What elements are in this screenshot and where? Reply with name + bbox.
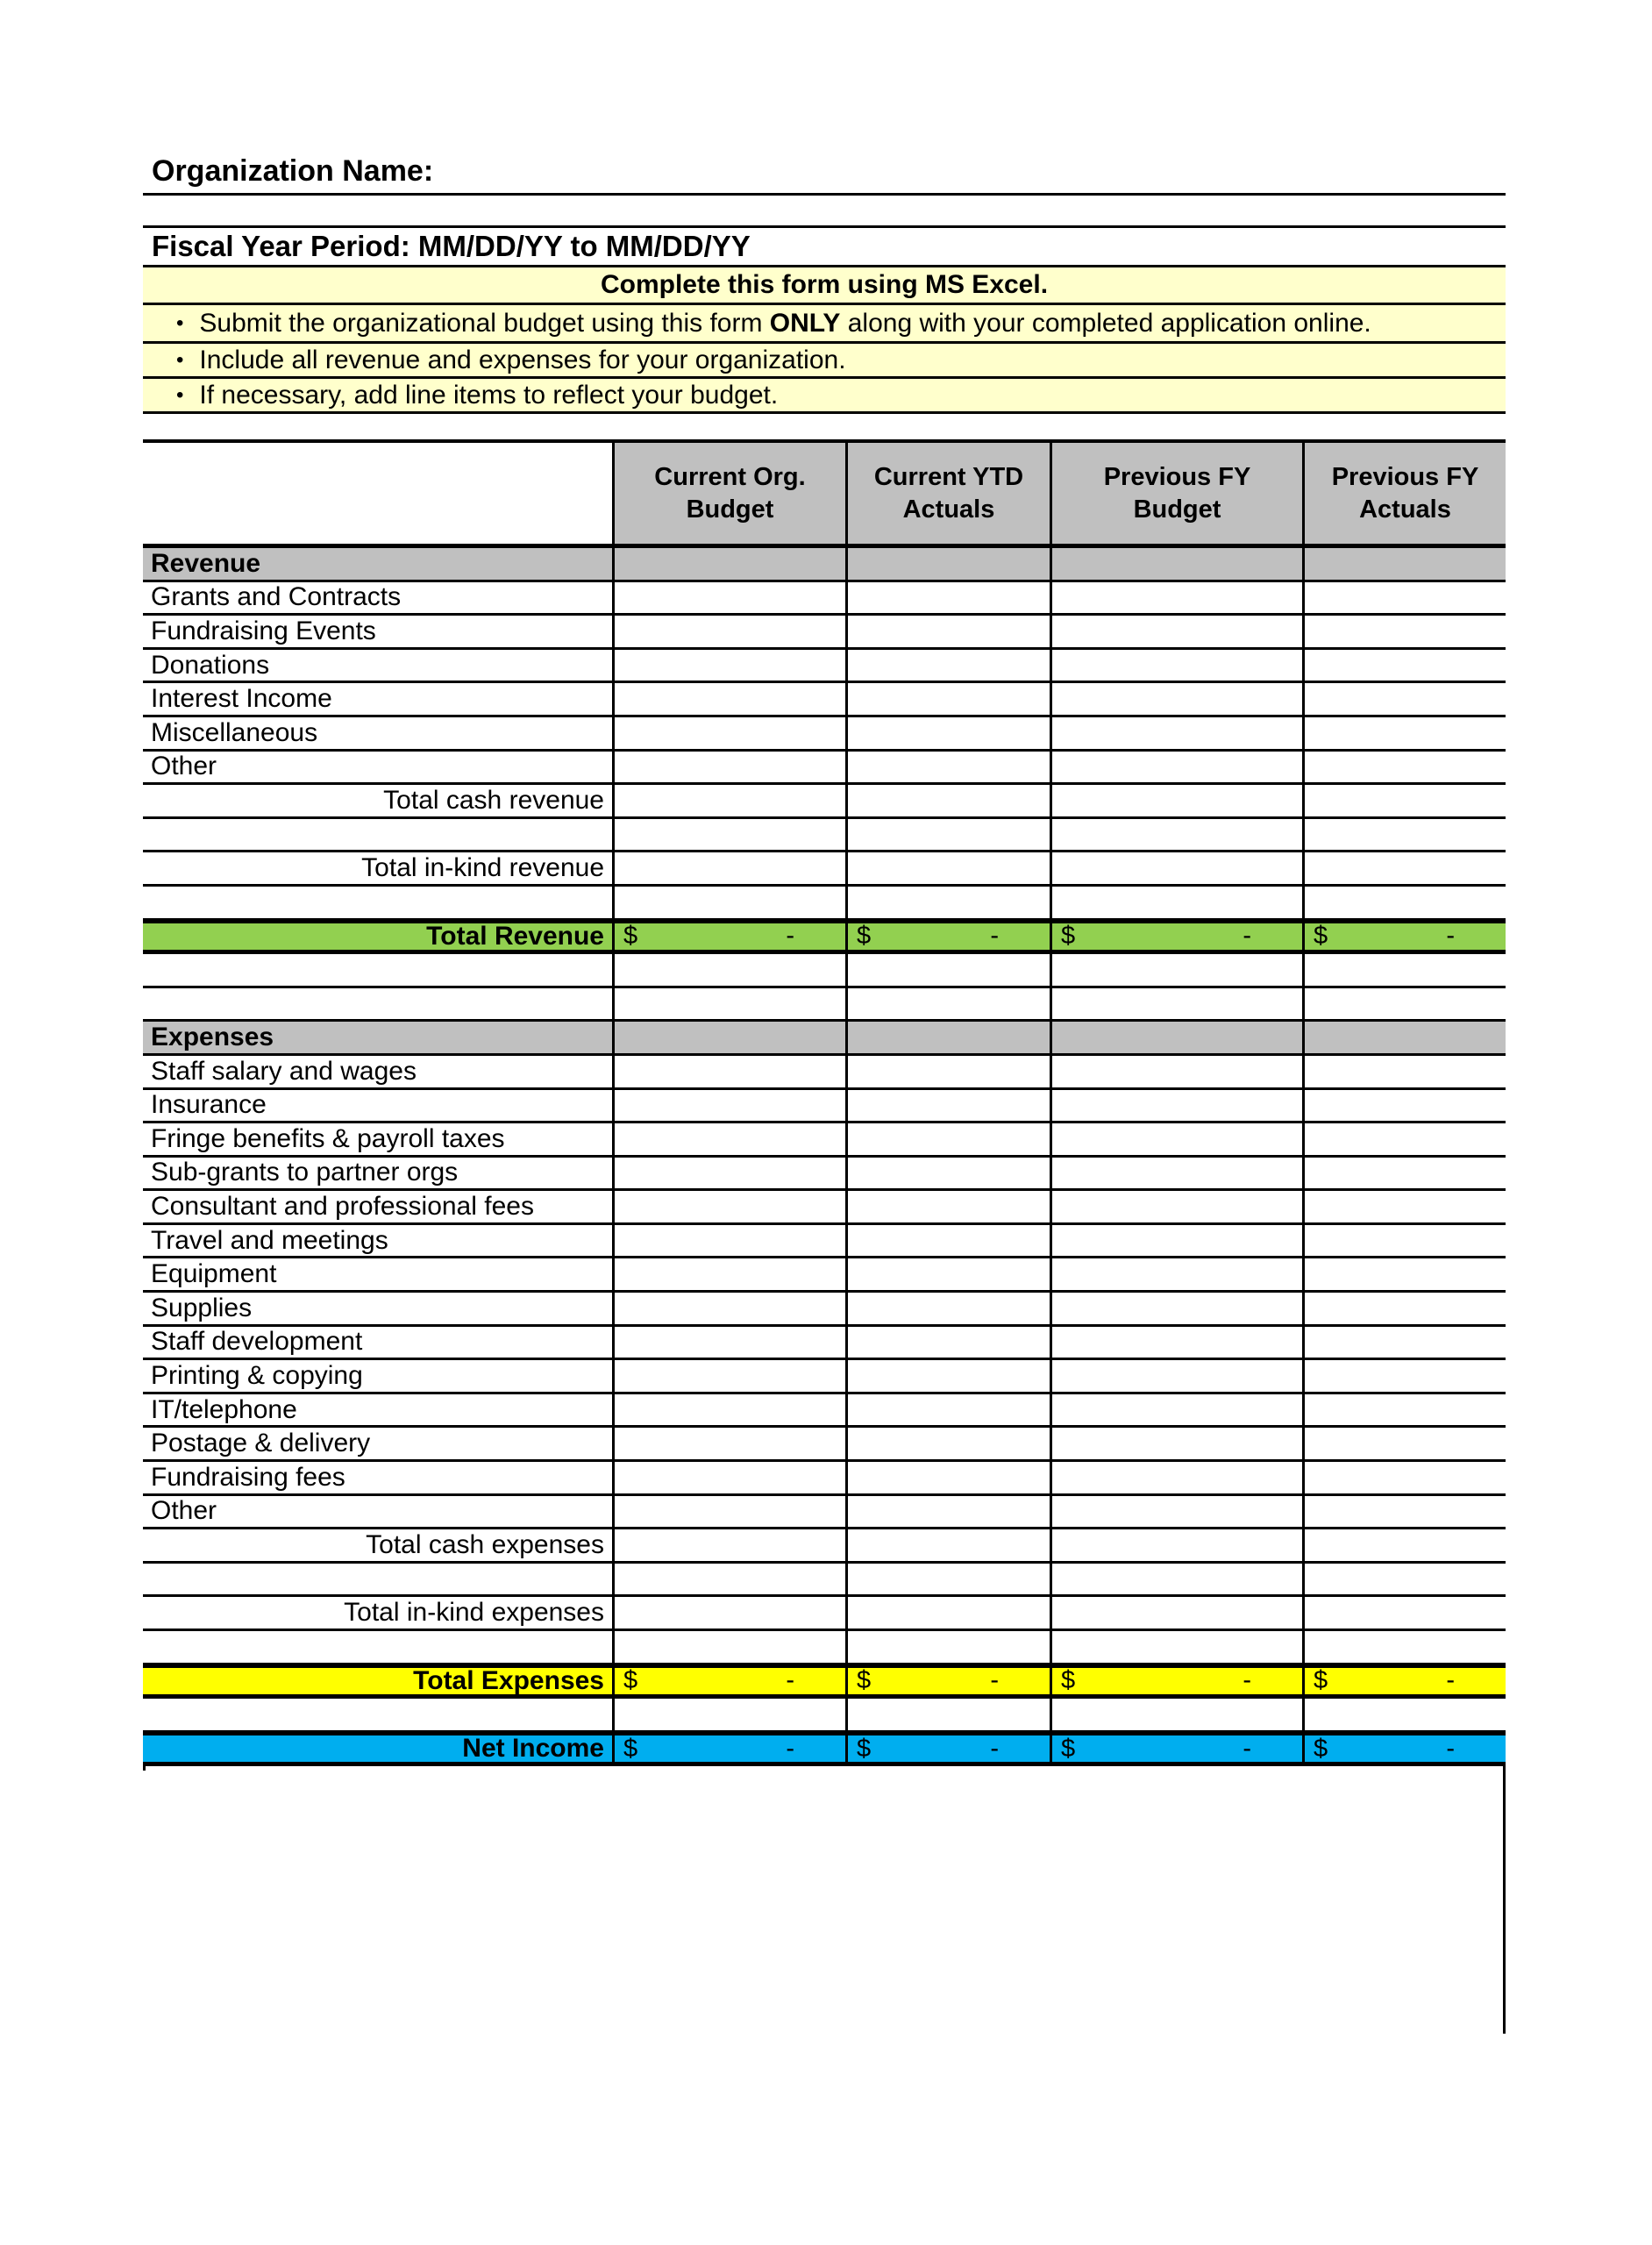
cell-current-org-budget — [615, 1123, 848, 1155]
cell-current-ytd-actuals — [848, 1564, 1052, 1595]
row-label: Fringe benefits & payroll taxes — [143, 1123, 615, 1155]
line-item-row — [143, 1158, 1506, 1192]
line-item-row — [143, 650, 1506, 684]
cell-current-ytd-actuals — [848, 785, 1052, 816]
cell-current-ytd-actuals — [848, 819, 1052, 851]
cell-current-ytd-actuals — [848, 988, 1052, 1020]
cell-current-org-budget — [615, 1258, 848, 1290]
cell-previous-fy-actuals — [1305, 923, 1506, 951]
bullet-icon: • — [176, 347, 184, 372]
table-header-row — [143, 443, 1506, 548]
row-label — [143, 887, 615, 918]
cell-current-org-budget — [615, 1225, 848, 1257]
amount-value: - — [786, 923, 794, 951]
cell-current-ytd-actuals — [848, 1022, 1052, 1053]
header-cell-current-ytd-actuals: Current YTD Actuals — [848, 443, 1052, 544]
cell-current-ytd-actuals — [848, 548, 1052, 580]
budget-table — [143, 443, 1506, 1766]
cell-current-org-budget — [615, 887, 848, 918]
subtotal-row — [143, 1597, 1506, 1631]
subtotal-row — [143, 785, 1506, 819]
cell-previous-fy-budget — [1052, 683, 1305, 715]
cell-previous-fy-actuals — [1305, 1327, 1506, 1358]
cell-previous-fy-actuals — [1305, 785, 1506, 816]
cell-current-org-budget — [615, 1056, 848, 1087]
cell-previous-fy-budget — [1052, 1394, 1305, 1426]
cell-current-ytd-actuals — [848, 954, 1052, 986]
line-item-row — [143, 1293, 1506, 1327]
row-label: Total Revenue — [143, 923, 615, 951]
cell-current-ytd-actuals — [848, 852, 1052, 884]
cell-previous-fy-budget — [1052, 1056, 1305, 1087]
cell-current-ytd-actuals — [848, 923, 1052, 951]
cell-previous-fy-actuals — [1305, 1597, 1506, 1629]
line-item-row — [143, 1225, 1506, 1259]
cell-current-org-budget — [615, 1293, 848, 1324]
row-label: Printing & copying — [143, 1360, 615, 1392]
cell-previous-fy-budget — [1052, 1123, 1305, 1155]
cell-previous-fy-actuals — [1305, 1293, 1506, 1324]
cell-previous-fy-actuals — [1305, 1496, 1506, 1528]
cell-current-org-budget — [615, 1597, 848, 1629]
amount-value: - — [990, 1735, 999, 1763]
cell-previous-fy-actuals — [1305, 1564, 1506, 1595]
cell-previous-fy-budget — [1052, 1258, 1305, 1290]
currency-symbol: $ — [857, 1735, 872, 1763]
cell-current-ytd-actuals — [848, 1735, 1052, 1763]
cell-previous-fy-budget — [1052, 923, 1305, 951]
cell-previous-fy-actuals — [1305, 548, 1506, 580]
subtotal-row — [143, 852, 1506, 887]
row-label: Supplies — [143, 1293, 615, 1324]
cell-current-org-budget — [615, 616, 848, 647]
cell-current-ytd-actuals — [848, 1360, 1052, 1392]
cell-previous-fy-actuals — [1305, 988, 1506, 1020]
currency-symbol: $ — [1314, 1667, 1328, 1695]
cell-current-ytd-actuals — [848, 616, 1052, 647]
cell-previous-fy-actuals — [1305, 1668, 1506, 1695]
row-label: Miscellaneous — [143, 717, 615, 749]
cell-previous-fy-actuals — [1305, 650, 1506, 681]
cell-previous-fy-budget — [1052, 1668, 1305, 1695]
line-item-row — [143, 616, 1506, 650]
header-cell-blank — [143, 443, 615, 544]
row-label — [143, 988, 615, 1020]
empty-row — [143, 196, 1506, 228]
total-row — [143, 921, 1506, 955]
empty-row — [143, 1699, 1506, 1733]
cell-current-ytd-actuals — [848, 1090, 1052, 1122]
line-item-row — [143, 1090, 1506, 1124]
line-item-row — [143, 1056, 1506, 1090]
cell-current-org-budget — [615, 582, 848, 614]
bullet-icon: • — [176, 382, 184, 407]
row-label: Total cash revenue — [143, 785, 615, 816]
cell-previous-fy-budget — [1052, 1158, 1305, 1189]
total-row — [143, 1665, 1506, 1700]
cell-previous-fy-budget — [1052, 650, 1305, 681]
row-label: Net Income — [143, 1735, 615, 1763]
cell-previous-fy-actuals — [1305, 1123, 1506, 1155]
amount-value: - — [990, 1667, 999, 1695]
cell-previous-fy-actuals — [1305, 1158, 1506, 1189]
currency-symbol: $ — [1314, 1735, 1328, 1763]
cell-current-ytd-actuals — [848, 1462, 1052, 1493]
currency-symbol: $ — [857, 923, 872, 951]
cell-previous-fy-budget — [1052, 582, 1305, 614]
cell-previous-fy-actuals — [1305, 954, 1506, 986]
cell-current-ytd-actuals — [848, 1258, 1052, 1290]
cell-previous-fy-actuals — [1305, 1022, 1506, 1053]
cell-previous-fy-actuals — [1305, 1529, 1506, 1561]
cell-current-org-budget — [615, 954, 848, 986]
cell-previous-fy-actuals — [1305, 1735, 1506, 1763]
row-label — [143, 819, 615, 851]
cell-previous-fy-budget — [1052, 1529, 1305, 1561]
cell-current-ytd-actuals — [848, 752, 1052, 783]
cell-current-org-budget — [615, 819, 848, 851]
row-label — [143, 954, 615, 986]
cell-current-ytd-actuals — [848, 1293, 1052, 1324]
cell-current-ytd-actuals — [848, 1699, 1052, 1730]
cell-previous-fy-budget — [1052, 988, 1305, 1020]
row-label: Donations — [143, 650, 615, 681]
cell-current-ytd-actuals — [848, 1394, 1052, 1426]
cell-previous-fy-budget — [1052, 1327, 1305, 1358]
cell-previous-fy-actuals — [1305, 1191, 1506, 1222]
total-row — [143, 1733, 1506, 1767]
cell-current-org-budget — [615, 785, 848, 816]
cell-current-org-budget — [615, 1022, 848, 1053]
cell-current-ytd-actuals — [848, 1631, 1052, 1663]
line-item-row — [143, 752, 1506, 786]
cell-previous-fy-actuals — [1305, 1360, 1506, 1392]
currency-symbol: $ — [1061, 1667, 1076, 1695]
cell-previous-fy-actuals — [1305, 616, 1506, 647]
row-label: Total Expenses — [143, 1668, 615, 1695]
instruction-text: Submit the organizational budget using this form ONLY along with your completed application online. — [199, 308, 1371, 338]
row-label: Consultant and professional fees — [143, 1191, 615, 1222]
org-name-row — [143, 150, 1506, 196]
row-label: Expenses — [143, 1022, 615, 1053]
row-label: Other — [143, 752, 615, 783]
cell-previous-fy-actuals — [1305, 819, 1506, 851]
cell-previous-fy-budget — [1052, 1293, 1305, 1324]
empty-row — [143, 954, 1506, 988]
currency-symbol: $ — [623, 923, 638, 951]
cell-previous-fy-actuals — [1305, 887, 1506, 918]
cell-previous-fy-actuals — [1305, 1699, 1506, 1730]
fiscal-year-row — [143, 228, 1506, 267]
cell-current-ytd-actuals — [848, 887, 1052, 918]
line-item-row — [143, 1428, 1506, 1462]
cell-previous-fy-actuals — [1305, 1090, 1506, 1122]
cell-current-org-budget — [615, 1428, 848, 1459]
instruction-bullet-row — [143, 379, 1506, 414]
cell-previous-fy-budget — [1052, 1631, 1305, 1663]
cell-previous-fy-budget — [1052, 819, 1305, 851]
cell-previous-fy-actuals — [1305, 852, 1506, 884]
line-item-row — [143, 1394, 1506, 1429]
row-label: IT/telephone — [143, 1394, 615, 1426]
cell-current-org-budget — [615, 1496, 848, 1528]
line-item-row — [143, 1496, 1506, 1530]
fiscal-year-label: Fiscal Year Period: MM/DD/YY to MM/DD/YY — [152, 230, 751, 262]
cell-previous-fy-budget — [1052, 616, 1305, 647]
amount-value: - — [1446, 1667, 1455, 1695]
cell-current-org-budget — [615, 1564, 848, 1595]
cell-current-org-budget — [615, 1090, 848, 1122]
instruction-text: If necessary, add line items to reflect your budget. — [199, 380, 779, 410]
instruction-bullet-row — [143, 344, 1506, 379]
cell-previous-fy-budget — [1052, 1022, 1305, 1053]
row-label: Staff salary and wages — [143, 1056, 615, 1087]
line-item-row — [143, 1123, 1506, 1158]
empty-row — [143, 988, 1506, 1023]
cell-previous-fy-actuals — [1305, 1428, 1506, 1459]
cell-previous-fy-budget — [1052, 887, 1305, 918]
currency-symbol: $ — [1061, 923, 1076, 951]
row-label: Sub-grants to partner orgs — [143, 1158, 615, 1189]
amount-value: - — [1243, 1735, 1251, 1763]
cell-current-org-budget — [615, 1631, 848, 1663]
cell-previous-fy-actuals — [1305, 1056, 1506, 1087]
header-cell-previous-fy-actuals: Previous FY Actuals — [1305, 443, 1506, 544]
cell-current-org-budget — [615, 988, 848, 1020]
line-item-row — [143, 717, 1506, 752]
cell-current-ytd-actuals — [848, 717, 1052, 749]
currency-symbol: $ — [623, 1735, 638, 1763]
cell-current-org-budget — [615, 1158, 848, 1189]
cell-previous-fy-budget — [1052, 1428, 1305, 1459]
cell-current-ytd-actuals — [848, 1056, 1052, 1087]
header-cell-previous-fy-budget: Previous FY Budget — [1052, 443, 1305, 544]
line-item-row — [143, 683, 1506, 717]
cell-previous-fy-actuals — [1305, 752, 1506, 783]
row-label — [143, 1631, 615, 1663]
cell-current-ytd-actuals — [848, 1327, 1052, 1358]
header-cell-current-org-budget: Current Org. Budget — [615, 443, 848, 544]
cell-current-org-budget — [615, 717, 848, 749]
cell-current-org-budget — [615, 1699, 848, 1730]
line-item-row — [143, 1327, 1506, 1361]
cell-previous-fy-budget — [1052, 548, 1305, 580]
cell-previous-fy-actuals — [1305, 1258, 1506, 1290]
amount-value: - — [1243, 923, 1251, 951]
bullet-icon: • — [176, 310, 184, 335]
cell-current-org-budget — [615, 1360, 848, 1392]
row-label: Total in-kind expenses — [143, 1597, 615, 1629]
cell-previous-fy-actuals — [1305, 1394, 1506, 1426]
row-label: Grants and Contracts — [143, 582, 615, 614]
cell-previous-fy-actuals — [1305, 1631, 1506, 1663]
row-label: Total cash expenses — [143, 1529, 615, 1561]
cell-previous-fy-budget — [1052, 1597, 1305, 1629]
cell-current-ytd-actuals — [848, 1428, 1052, 1459]
line-item-row — [143, 1462, 1506, 1496]
cell-current-org-budget — [615, 1462, 848, 1493]
empty-row — [143, 414, 1506, 443]
row-label: Insurance — [143, 1090, 615, 1122]
cell-previous-fy-budget — [1052, 1225, 1305, 1257]
cell-current-ytd-actuals — [848, 650, 1052, 681]
row-label: Interest Income — [143, 683, 615, 715]
line-item-row — [143, 1191, 1506, 1225]
cell-previous-fy-budget — [1052, 852, 1305, 884]
amount-value: - — [1243, 1667, 1251, 1695]
cell-current-org-budget — [615, 1191, 848, 1222]
cell-previous-fy-actuals — [1305, 1225, 1506, 1257]
instruction-text: Include all revenue and expenses for your organization. — [199, 345, 846, 374]
currency-symbol: $ — [623, 1667, 638, 1695]
cell-current-org-budget — [615, 1394, 848, 1426]
cell-current-ytd-actuals — [848, 582, 1052, 614]
row-label: Postage & delivery — [143, 1428, 615, 1459]
cell-current-org-budget — [615, 1529, 848, 1561]
currency-symbol: $ — [857, 1667, 872, 1695]
cell-previous-fy-actuals — [1305, 1462, 1506, 1493]
section-row — [143, 548, 1506, 582]
cell-previous-fy-budget — [1052, 1735, 1305, 1763]
cell-current-ytd-actuals — [848, 1123, 1052, 1155]
cell-previous-fy-budget — [1052, 1462, 1305, 1493]
cell-current-ytd-actuals — [848, 1496, 1052, 1528]
cell-current-ytd-actuals — [848, 1529, 1052, 1561]
org-name-label: Organization Name: — [152, 154, 434, 188]
amount-value: - — [1446, 923, 1455, 951]
cell-current-org-budget — [615, 650, 848, 681]
cell-previous-fy-budget — [1052, 1496, 1305, 1528]
cell-previous-fy-budget — [1052, 752, 1305, 783]
amount-value: - — [786, 1667, 794, 1695]
currency-symbol: $ — [1314, 923, 1328, 951]
cell-previous-fy-budget — [1052, 1699, 1305, 1730]
empty-row — [143, 1564, 1506, 1598]
row-label — [143, 1564, 615, 1595]
currency-symbol: $ — [1061, 1735, 1076, 1763]
cell-current-ytd-actuals — [848, 1597, 1052, 1629]
row-label: Staff development — [143, 1327, 615, 1358]
cell-previous-fy-actuals — [1305, 683, 1506, 715]
form-header-block — [143, 150, 1506, 443]
row-label: Fundraising fees — [143, 1462, 615, 1493]
row-label: Fundraising Events — [143, 616, 615, 647]
table-body — [143, 548, 1506, 1766]
cell-current-ytd-actuals — [848, 1191, 1052, 1222]
row-label: Travel and meetings — [143, 1225, 615, 1257]
instruction-title-row — [143, 267, 1506, 305]
line-item-row — [143, 1258, 1506, 1293]
row-label: Revenue — [143, 548, 615, 580]
cell-previous-fy-budget — [1052, 717, 1305, 749]
cell-current-org-budget — [615, 1735, 848, 1763]
section-row — [143, 1022, 1506, 1056]
cell-previous-fy-actuals — [1305, 582, 1506, 614]
cell-previous-fy-actuals — [1305, 717, 1506, 749]
row-label — [143, 1699, 615, 1730]
cell-current-org-budget — [615, 1668, 848, 1695]
cell-previous-fy-budget — [1052, 785, 1305, 816]
cell-current-org-budget — [615, 548, 848, 580]
line-item-row — [143, 1360, 1506, 1394]
empty-row — [143, 1631, 1506, 1665]
cell-current-org-budget — [615, 852, 848, 884]
cell-previous-fy-budget — [1052, 1360, 1305, 1392]
instruction-bullet-row — [143, 305, 1506, 344]
empty-row — [143, 887, 1506, 921]
amount-value: - — [786, 1735, 794, 1763]
line-item-row — [143, 582, 1506, 616]
cell-current-org-budget — [615, 683, 848, 715]
cell-current-ytd-actuals — [848, 1158, 1052, 1189]
row-label: Equipment — [143, 1258, 615, 1290]
cell-current-org-budget — [615, 752, 848, 783]
cell-current-org-budget — [615, 923, 848, 951]
subtotal-row — [143, 1529, 1506, 1564]
amount-value: - — [1446, 1735, 1455, 1763]
cell-current-ytd-actuals — [848, 1668, 1052, 1695]
row-label: Other — [143, 1496, 615, 1528]
cell-previous-fy-budget — [1052, 1090, 1305, 1122]
cell-previous-fy-budget — [1052, 1564, 1305, 1595]
instruction-title: Complete this form using MS Excel. — [600, 270, 1049, 299]
cell-previous-fy-budget — [1052, 954, 1305, 986]
cell-current-ytd-actuals — [848, 1225, 1052, 1257]
empty-row — [143, 819, 1506, 853]
cell-current-ytd-actuals — [848, 683, 1052, 715]
row-label: Total in-kind revenue — [143, 852, 615, 884]
cell-previous-fy-budget — [1052, 1191, 1305, 1222]
cell-current-org-budget — [615, 1327, 848, 1358]
amount-value: - — [990, 923, 999, 951]
